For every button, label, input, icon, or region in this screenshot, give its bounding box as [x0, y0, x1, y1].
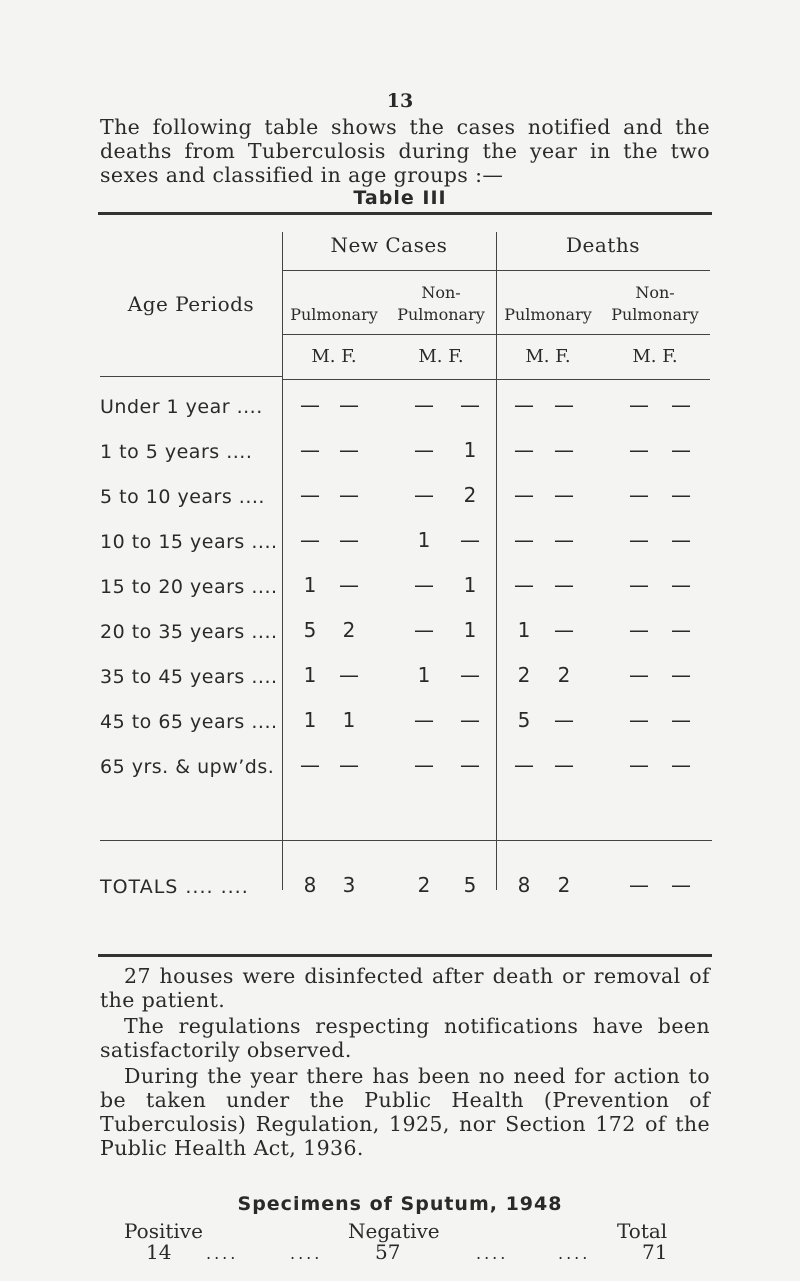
- table-cell: —: [629, 663, 649, 687]
- age-period: 15 to 20 years ....: [100, 576, 278, 598]
- table-cell: 1: [303, 708, 317, 732]
- table-cell: —: [554, 393, 574, 417]
- totals-label: TOTALS .... ....: [100, 876, 249, 898]
- table-cell: —: [629, 573, 649, 597]
- table-cell: 2: [342, 618, 356, 642]
- table-cell: 2: [517, 663, 531, 687]
- specimens-title: Specimens of Sputum, 1948: [237, 1193, 563, 1215]
- table-cell: —: [671, 618, 691, 642]
- header-rule-new: [282, 270, 496, 271]
- table-cell: —: [554, 528, 574, 552]
- table-cell: —: [671, 753, 691, 777]
- table-cell: —: [629, 618, 649, 642]
- table-cell: 1: [303, 573, 317, 597]
- table-cell: —: [629, 438, 649, 462]
- table-cell: —: [629, 483, 649, 507]
- table-cell: —: [554, 438, 574, 462]
- table-cell: —: [339, 663, 359, 687]
- deaths-non-pulmonary-line1: Non-: [635, 283, 675, 302]
- table-cell: —: [554, 483, 574, 507]
- age-period: 5 to 10 years ....: [100, 486, 265, 508]
- disinfection-paragraph: 27 houses were disinfected after death or removal of the patient.: [100, 964, 710, 1012]
- table-cell: —: [554, 753, 574, 777]
- table-divider-2: [496, 232, 497, 890]
- table-cell: 2: [417, 873, 431, 897]
- age-period: 10 to 15 years ....: [100, 531, 278, 553]
- table-cell: —: [629, 393, 649, 417]
- totals-rule: [100, 840, 712, 841]
- table-cell: —: [414, 483, 434, 507]
- table-top-rule: [98, 212, 712, 215]
- table-cell: —: [460, 528, 480, 552]
- table-cell: —: [460, 753, 480, 777]
- mf-header: M. F.: [418, 346, 464, 367]
- table-cell: —: [554, 618, 574, 642]
- table-cell: 1: [342, 708, 356, 732]
- age-period: Under 1 year ....: [100, 396, 263, 418]
- table-cell: 5: [463, 873, 477, 897]
- table-cell: —: [671, 528, 691, 552]
- leader-dots: ....: [476, 1244, 509, 1263]
- mf-header: M. F.: [632, 346, 678, 367]
- total-count: 71: [642, 1240, 668, 1264]
- table-title: Table III: [353, 187, 447, 209]
- age-period: 35 to 45 years ....: [100, 666, 278, 688]
- age-periods-header: Age Periods: [127, 292, 255, 316]
- subheader-rule: [282, 334, 710, 335]
- table-bottom-rule: [98, 954, 712, 957]
- table-cell: 5: [517, 708, 531, 732]
- table-cell: —: [671, 708, 691, 732]
- age-period: 45 to 65 years ....: [100, 711, 278, 733]
- table-cell: 1: [303, 663, 317, 687]
- table-cell: —: [514, 393, 534, 417]
- table-cell: —: [300, 528, 320, 552]
- mf-header: M. F.: [311, 346, 357, 367]
- table-cell: 8: [303, 873, 317, 897]
- table-cell: —: [460, 393, 480, 417]
- table-cell: —: [339, 573, 359, 597]
- header-bottom-rule-right: [282, 379, 710, 380]
- new-pulmonary-header: Pulmonary: [290, 305, 378, 324]
- table-cell: 1: [463, 438, 477, 462]
- age-period: 1 to 5 years ....: [100, 441, 253, 463]
- table-cell: —: [671, 483, 691, 507]
- table-cell: —: [339, 753, 359, 777]
- table-cell: —: [300, 438, 320, 462]
- table-cell: —: [671, 438, 691, 462]
- table-cell: —: [339, 528, 359, 552]
- leader-dots: ....: [558, 1244, 591, 1263]
- new-cases-header: New Cases: [330, 233, 448, 257]
- table-cell: —: [514, 573, 534, 597]
- table-cell: —: [629, 708, 649, 732]
- table-cell: —: [629, 873, 649, 897]
- deaths-header: Deaths: [566, 233, 640, 257]
- table-cell: 1: [463, 573, 477, 597]
- table-cell: 3: [342, 873, 356, 897]
- positive-count: 14: [146, 1240, 172, 1264]
- table-cell: —: [460, 663, 480, 687]
- table-cell: —: [671, 573, 691, 597]
- table-cell: —: [671, 393, 691, 417]
- table-cell: 1: [417, 528, 431, 552]
- table-cell: —: [414, 393, 434, 417]
- table-cell: —: [514, 753, 534, 777]
- new-non-pulmonary-line2: Pulmonary: [397, 305, 485, 324]
- table-cell: 5: [303, 618, 317, 642]
- table-cell: —: [514, 438, 534, 462]
- table-cell: —: [629, 528, 649, 552]
- table-cell: —: [629, 753, 649, 777]
- table-cell: —: [514, 483, 534, 507]
- table-cell: 1: [463, 618, 477, 642]
- table-cell: —: [514, 528, 534, 552]
- table-cell: —: [671, 873, 691, 897]
- table-cell: —: [460, 708, 480, 732]
- page-number: 13: [386, 90, 414, 112]
- table-cell: —: [414, 438, 434, 462]
- table-cell: 2: [557, 663, 571, 687]
- negative-label: Negative: [348, 1219, 440, 1243]
- table-cell: —: [339, 438, 359, 462]
- deaths-non-pulmonary-line2: Pulmonary: [611, 305, 699, 324]
- new-non-pulmonary-line1: Non-: [421, 283, 461, 302]
- header-rule-deaths: [496, 270, 710, 271]
- regulations-paragraph: The regulations respecting notifications have been satisfactorily observed.: [100, 1014, 710, 1062]
- table-cell: —: [300, 753, 320, 777]
- mf-header: M. F.: [525, 346, 571, 367]
- table-cell: —: [300, 483, 320, 507]
- table-cell: —: [300, 393, 320, 417]
- table-cell: —: [339, 393, 359, 417]
- table-cell: —: [414, 753, 434, 777]
- leader-dots: ....: [206, 1244, 239, 1263]
- table-cell: —: [671, 663, 691, 687]
- table-cell: 8: [517, 873, 531, 897]
- leader-dots: ....: [290, 1244, 323, 1263]
- public-health-paragraph: During the year there has been no need for action to be taken under the Public Health (Prevention of Tuberculosis) Regulation, 1925, nor Section 172 of the Public Health Act, 1936.: [100, 1064, 710, 1160]
- table-cell: 2: [557, 873, 571, 897]
- age-period: 20 to 35 years ....: [100, 621, 278, 643]
- deaths-pulmonary-header: Pulmonary: [504, 305, 592, 324]
- header-bottom-rule-left: [100, 376, 282, 377]
- negative-count: 57: [375, 1240, 401, 1264]
- table-cell: 2: [463, 483, 477, 507]
- table-cell: —: [339, 483, 359, 507]
- intro-paragraph: The following table shows the cases notified and the deaths from Tuberculosis during the year in the two sexes and classified in age groups :—: [100, 115, 710, 187]
- table-cell: —: [414, 618, 434, 642]
- positive-label: Positive: [124, 1219, 203, 1243]
- table-divider-1: [282, 232, 283, 890]
- table-cell: 1: [517, 618, 531, 642]
- table-cell: —: [414, 573, 434, 597]
- table-cell: —: [554, 573, 574, 597]
- table-cell: 1: [417, 663, 431, 687]
- total-label: Total: [617, 1219, 668, 1243]
- age-period: 65 yrs. & upw’ds.: [100, 756, 275, 778]
- table-cell: —: [554, 708, 574, 732]
- table-cell: —: [414, 708, 434, 732]
